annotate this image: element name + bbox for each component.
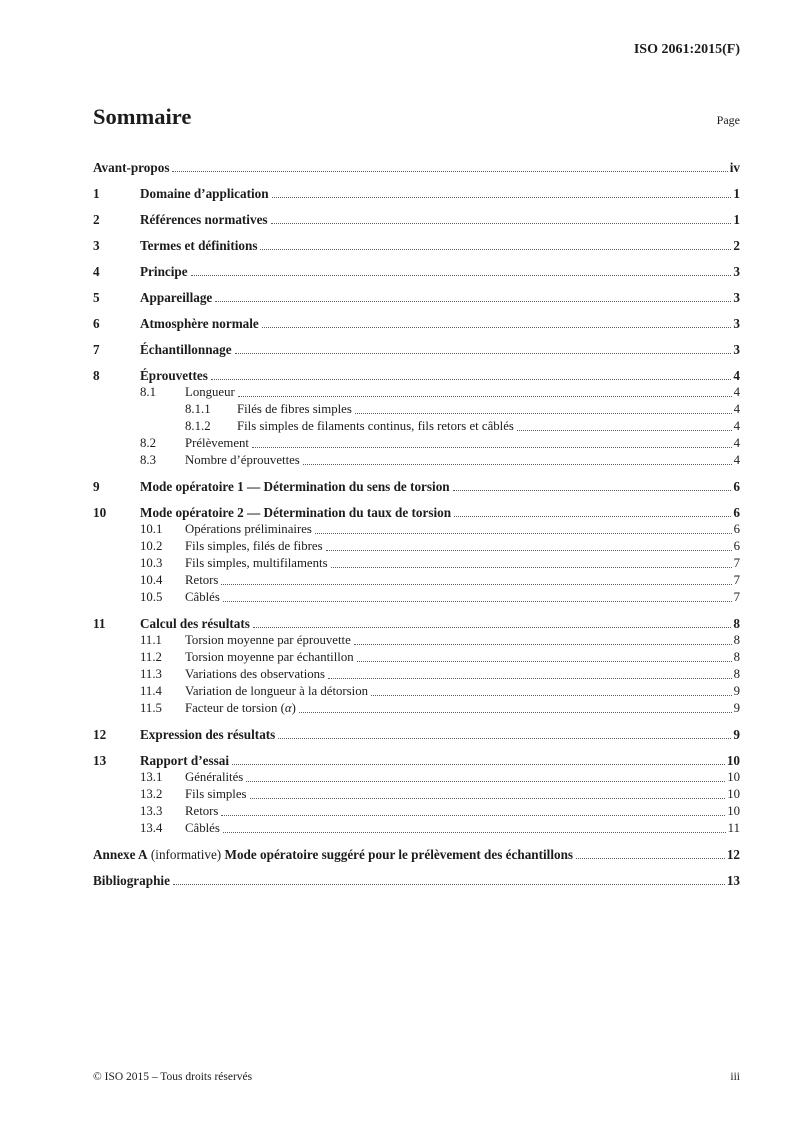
toc-entry (93, 752, 740, 769)
toc-dot-leader (246, 781, 725, 782)
toc-entry (93, 478, 740, 495)
toc-entry (93, 435, 740, 452)
toc-entry-page: 3 (733, 342, 740, 357)
toc-dot-leader (191, 275, 732, 276)
toc-entry (93, 159, 740, 176)
toc-entry-page: 2 (733, 238, 740, 253)
toc-entry-label: Principe (140, 264, 188, 279)
toc-dot-leader (303, 464, 732, 465)
toc-entry (93, 289, 740, 306)
page-header (93, 42, 740, 58)
toc-entry-label: Nombre d’éprouvettes (185, 453, 300, 467)
toc-entry-number: 8.1.1 (185, 402, 211, 416)
toc-entry-label: Références normatives (140, 212, 268, 227)
toc-entry-page: 9 (733, 684, 740, 698)
toc-dot-leader (517, 430, 732, 431)
toc-entry-label: Câblés (185, 821, 220, 835)
toc-entry (93, 726, 740, 743)
toc-entry (93, 452, 740, 469)
toc-entry-page: 1 (733, 186, 740, 201)
copyright-notice: © ISO 2015 – Tous droits réservés (93, 1071, 253, 1083)
toc-entry-label: Torsion moyenne par échantillon (185, 650, 354, 664)
toc-entry-number: 9 (93, 479, 100, 494)
toc-dot-leader (278, 738, 731, 739)
toc-entry-page: 6 (733, 505, 740, 520)
toc-entry-label: Rapport d’essai (140, 753, 230, 768)
toc-dot-leader (221, 815, 725, 816)
toc-entry-number: 1 (93, 186, 100, 201)
toc-entry (93, 649, 740, 666)
toc-entry-number: 11 (93, 616, 106, 631)
toc-entry (93, 263, 740, 280)
toc-entry-page: 6 (733, 522, 740, 536)
toc-entry-page: 4 (733, 402, 740, 416)
toc-entry-page: 6 (733, 539, 740, 553)
toc-entry-label: Variations des observations (185, 667, 326, 681)
toc-dot-leader (260, 249, 731, 250)
toc-entry (93, 572, 740, 589)
toc-dot-leader (272, 197, 732, 198)
toc-dot-leader (253, 627, 732, 628)
toc-entry-label: Termes et définitions (140, 238, 258, 253)
toc-entry-number: 12 (93, 727, 107, 742)
toc-entry-label: Longueur (185, 385, 235, 399)
toc-entry-page: 10 (727, 787, 740, 801)
toc-dot-leader (315, 533, 732, 534)
toc-entry-page: iv (729, 160, 740, 175)
toc-entry (93, 683, 740, 700)
toc-entry-number: 10.1 (140, 522, 163, 536)
toc-dot-leader (221, 584, 731, 585)
toc-entry (93, 401, 740, 418)
toc-entry-number: 4 (93, 264, 100, 279)
toc-dot-leader (238, 396, 732, 397)
toc-entry-number: 11.2 (140, 650, 162, 664)
toc-entry-number: 3 (93, 238, 100, 253)
toc-dot-leader (252, 447, 732, 448)
toc-entry (93, 521, 740, 538)
toc-dot-leader (454, 516, 731, 517)
toc-dot-leader (172, 171, 727, 172)
toc-entry-page: 10 (726, 753, 740, 768)
toc-entry-page: 4 (733, 385, 740, 399)
toc-entry-page: 4 (733, 436, 740, 450)
page-number: iii (730, 1071, 740, 1083)
toc-entry-page: 8 (733, 633, 740, 647)
toc-entry-page: 10 (727, 804, 740, 818)
toc-dot-leader (576, 858, 725, 859)
toc-entry-label: Retors (185, 804, 219, 818)
toc-entry-page: 3 (733, 264, 740, 279)
toc-dot-leader (232, 764, 725, 765)
toc-entry-label: Prélèvement (185, 436, 249, 450)
toc-dot-leader (354, 644, 732, 645)
toc-entry-number: 2 (93, 212, 100, 227)
toc-entry-page: 7 (733, 556, 740, 570)
toc-dot-leader (328, 678, 732, 679)
toc-entry-page: 3 (733, 316, 740, 331)
toc-entry-label: Domaine d’application (140, 186, 269, 201)
toc-entry-page: 12 (726, 847, 740, 862)
page-column-label: Page (716, 113, 740, 127)
toc-entry-number: 6 (93, 316, 100, 331)
toc-dot-leader (453, 490, 732, 491)
toc-dot-leader (250, 798, 726, 799)
toc-entry-number: 10.5 (140, 590, 163, 604)
toc-entry-number: 8.3 (140, 453, 156, 467)
document-reference: ISO 2061:2015(F) (633, 42, 740, 57)
toc-entry-number: 8.1.2 (185, 419, 211, 433)
toc-dot-leader (331, 567, 732, 568)
toc-entry-label: Avant-propos (93, 160, 170, 175)
toc-dot-leader (357, 661, 732, 662)
toc-entry (93, 418, 740, 435)
toc-entry-page: 8 (733, 616, 740, 631)
toc-entry-label: Fils simples de filaments continus, fils retors et câblés (237, 419, 514, 433)
toc-entry-number: 10.4 (140, 573, 163, 587)
toc-entry (93, 504, 740, 521)
toc-entry-label: Mode opératoire 2 — Détermination du taux de torsion (140, 505, 452, 520)
toc-entry-label: Atmosphère normale (140, 316, 259, 331)
toc-entry-number: 11.1 (140, 633, 162, 647)
toc-entry-label: Retors (185, 573, 219, 587)
toc-dot-leader (262, 327, 732, 328)
toc-entry-page: 4 (733, 453, 740, 467)
toc-entry-label: Torsion moyenne par éprouvette (185, 633, 351, 647)
toc-entry (93, 820, 740, 837)
toc-entry-page: 8 (733, 667, 740, 681)
toc-entry (93, 237, 740, 254)
toc-entry-page: 4 (733, 368, 740, 383)
toc-entry-page: 8 (733, 650, 740, 664)
toc-entry-label: Éprouvettes (140, 368, 208, 383)
toc-entry (93, 211, 740, 228)
toc-dot-leader (355, 413, 732, 414)
toc-entry-number: 8.1 (140, 385, 156, 399)
toc-entry-number: 10.2 (140, 539, 163, 553)
toc-entry-label: Expression des résultats (140, 727, 276, 742)
toc-entry-number: 10.3 (140, 556, 163, 570)
toc-dot-leader (299, 712, 732, 713)
toc-entry-page: 7 (733, 573, 740, 587)
toc-entry-number: 13.2 (140, 787, 163, 801)
toc-entry-label: Câblés (185, 590, 220, 604)
toc-entry-label: Opérations préliminaires (185, 522, 312, 536)
toc-entry-page: 1 (733, 212, 740, 227)
toc-entry (93, 786, 740, 803)
toc-entry-label: Filés de fibres simples (237, 402, 352, 416)
toc-dot-leader (371, 695, 732, 696)
toc-entry-number: 7 (93, 342, 100, 357)
toc-entry-number: 5 (93, 290, 100, 305)
toc-header (93, 104, 740, 130)
toc-entry (93, 555, 740, 572)
toc-entry (93, 700, 740, 717)
toc-entry-page: 3 (733, 290, 740, 305)
page-footer (93, 1071, 740, 1083)
toc-entry-label: Variation de longueur à la détorsion (185, 684, 369, 698)
toc-entry-number: 11.3 (140, 667, 162, 681)
toc-entry (93, 872, 740, 889)
toc-entry-label: Échantillonnage (140, 342, 232, 357)
toc-entry-page: 6 (733, 479, 740, 494)
toc-dot-leader (235, 353, 732, 354)
toc-entry-page: 13 (726, 873, 740, 888)
toc-entry-label: Fils simples, multifilaments (185, 556, 328, 570)
toc-entry-label: Fils simples (185, 787, 247, 801)
toc-entry (93, 341, 740, 358)
toc-entry (93, 384, 740, 401)
toc-dot-leader (211, 379, 732, 380)
toc-entry (93, 367, 740, 384)
toc-dot-leader (271, 223, 732, 224)
toc-entry-label: Bibliographie (93, 873, 170, 888)
toc-entry-number: 8.2 (140, 436, 156, 450)
toc-entry-label: Mode opératoire 1 — Détermination du sens de torsion (140, 479, 450, 494)
toc-entry (93, 666, 740, 683)
toc-entry-number: 13.3 (140, 804, 163, 818)
toc-entry-page: 9 (733, 727, 740, 742)
toc-dot-leader (173, 884, 725, 885)
toc-entry-number: 13.1 (140, 770, 163, 784)
toc-dot-leader (326, 550, 732, 551)
toc-entry-label: Annexe A (informative) Mode opératoire suggéré pour le prélèvement des échantillons (93, 847, 574, 862)
toc-entry-label: Généralités (185, 770, 244, 784)
toc-entry (93, 185, 740, 202)
toc-entry-page: 10 (727, 770, 740, 784)
toc-entry-number: 13.4 (140, 821, 163, 835)
toc-entry (93, 803, 740, 820)
toc-entry (93, 589, 740, 606)
toc-entry-page: 9 (733, 701, 740, 715)
toc-entry-number: 10 (93, 505, 107, 520)
toc-entry-number: 13 (93, 753, 107, 768)
toc-entry-label: Facteur de torsion (α) (185, 701, 296, 715)
toc-entry (93, 846, 740, 863)
toc-dot-leader (223, 832, 726, 833)
toc-list (93, 150, 740, 889)
toc-entry (93, 632, 740, 649)
toc-entry-number: 11.5 (140, 701, 162, 715)
toc-entry (93, 315, 740, 332)
toc-entry-page: 11 (727, 821, 740, 835)
toc-entry-page: 7 (733, 590, 740, 604)
toc-entry-number: 11.4 (140, 684, 162, 698)
toc-entry (93, 538, 740, 555)
toc-title: Sommaire (93, 104, 192, 129)
toc-entry-label: Calcul des résultats (140, 616, 250, 631)
toc-entry-number: 8 (93, 368, 100, 383)
toc-dot-leader (223, 601, 732, 602)
toc-entry-label: Fils simples, filés de fibres (185, 539, 323, 553)
toc-entry (93, 615, 740, 632)
toc-entry (93, 769, 740, 786)
toc-entry-label: Appareillage (140, 290, 213, 305)
toc-entry-page: 4 (733, 419, 740, 433)
toc-dot-leader (215, 301, 731, 302)
